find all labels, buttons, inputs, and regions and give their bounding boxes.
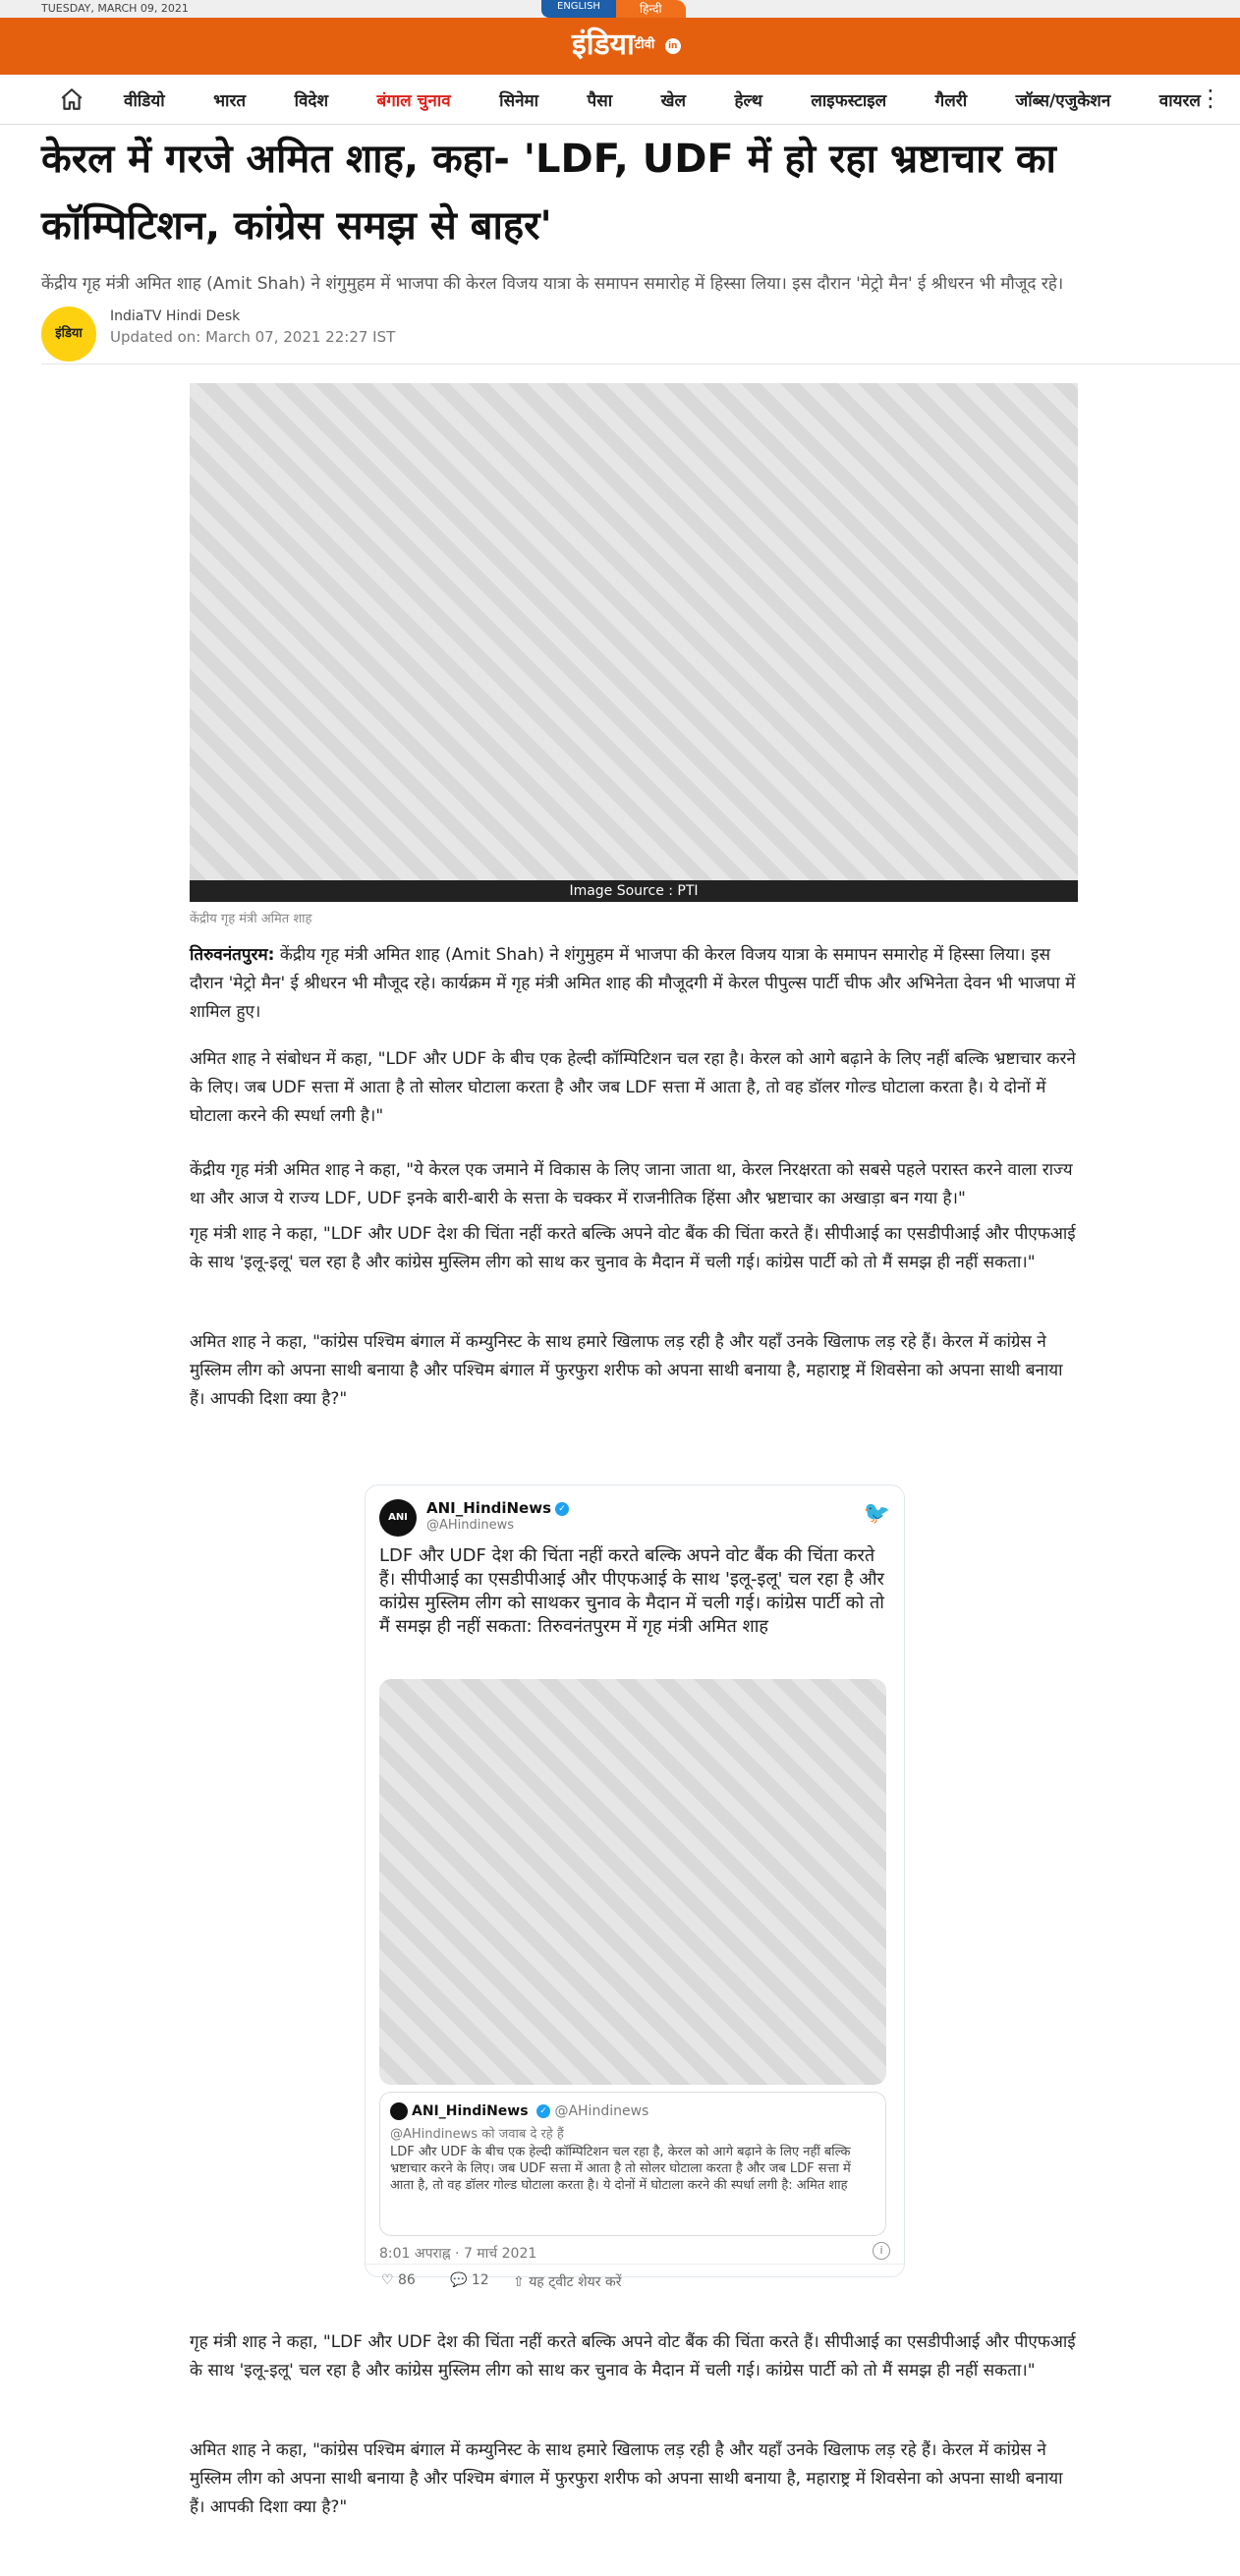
twitter-bird-icon[interactable]: 🐦: [863, 1501, 890, 1526]
quoted-avatar: [390, 2102, 408, 2120]
tweet-timestamp[interactable]: 8:01 अपराह्न · 7 मार्च 2021: [379, 2246, 537, 2262]
like-count: 86: [398, 2272, 416, 2288]
article-title: केरल में गरजे अमित शाह, कहा- 'LDF, UDF में हो रहा भ्रष्टाचार का कॉम्पिटिशन, कांग्रेस समझ से बाहर': [41, 137, 1056, 249]
image-caption: केंद्रीय गृह मंत्री अमित शाह: [190, 912, 312, 926]
nav-item-3[interactable]: बंगाल चुनाव: [376, 90, 451, 111]
tweet-text: LDF और UDF देश की चिंता नहीं करते बल्कि अपने वोट बैंक की चिंता करते हैं। सीपीआई का एसडीपीआई और पीएफआई के साथ 'इलू-इलू' चल रहा है और कांग्रेस मुस्लिम लीग को साथकर चुनाव के मैदान में चली गई। कांग्रेस पार्टी को तो मैं समझ ही नहीं सकता: तिरुवनंतपुरम में गृह मंत्री अमित शाह: [379, 1545, 884, 1637]
nav-item-9[interactable]: गैलरी: [934, 90, 968, 111]
author-avatar: इंडिया: [41, 307, 96, 362]
logo-badge: in: [665, 38, 681, 54]
quoted-tweet[interactable]: [379, 2092, 886, 2236]
info-icon[interactable]: i: [873, 2242, 890, 2260]
logo-main-text: इंडिया: [572, 28, 635, 62]
quoted-verified-icon: ✓: [536, 2104, 550, 2118]
reply-count: 12: [471, 2272, 489, 2288]
language-switch: [541, 0, 686, 18]
quoted-handle: @AHindinews: [554, 2103, 649, 2119]
nav-item-1[interactable]: भारत: [213, 90, 247, 111]
brand-bar: [0, 18, 1240, 75]
paragraph-1-text: केंद्रीय गृह मंत्री अमित शाह (Amit Shah) ने शंगुमुहम में भाजपा की केरल विजय यात्रा के समापन समारोह में हिस्सा लिया। इस दौरान 'मेट्रो मैन' ई श्रीधरन भी मौजूद रहे। कार्यक्रम में गृह मंत्री अमित शाह की मौजूदगी में केरल पीपुल्स पार्टी चीफ और अभिनेता देवन भी भाजपा में शामिल हुए।: [190, 945, 1076, 1022]
paragraph-2: अमित शाह ने संबोधन में कहा, "LDF और UDF के बीच एक हेल्दी कॉम्पिटिशन चल रहा है। केरल को आगे बढ़ाने के लिए नहीं बल्कि भ्रष्टाचार करने के लिए। जब UDF सत्ता में आता है तो सोलर घोटाला करता है और जब LDF सत्ता में आता है, तो वह डॉलर गोल्ड घोटाला करता है। ये दोनों में घोटाला करने की स्पर्धा लगी है।": [190, 1049, 1076, 1126]
paragraph-6: गृह मंत्री शाह ने कहा, "LDF और UDF देश की चिंता नहीं करते बल्कि अपने वोट बैंक की चिंता करते हैं। सीपीआई का एसडीपीआई और पीएफआई के साथ 'इलू-इलू' चल रहा है और कांग्रेस मुस्लिम लीग को साथ कर चुनाव के मैदान में चली गई। कांग्रेस पार्टी को तो मैं समझ ही नहीं सकता।": [190, 2332, 1076, 2380]
quoted-author-name: ANI_HindiNews: [412, 2103, 529, 2119]
main-article-image: [190, 383, 1078, 902]
nav-item-8[interactable]: लाइफस्टाइल: [811, 90, 887, 111]
tweet-image[interactable]: [379, 1679, 886, 2085]
nav-items: [124, 75, 1201, 124]
paragraph-5: अमित शाह ने कहा, "कांग्रेस पश्चिम बंगाल में कम्युनिस्ट के साथ हमारे खिलाफ लड़ रही है और यहाँ उनके खिलाफ लड़ रहे हैं। केरल में कांग्रेस ने मुस्लिम लीग को अपना साथी बनाया है और पश्चिम बंगाल में फुरफुरा शरीफ को अपना साथी बनाया है, महाराष्ट्र में शिवसेना को अपना साथी बनाया हैं। आपकी दिशा क्या है?": [190, 1332, 1063, 1409]
current-date: TUESDAY, MARCH 09, 2021: [41, 2, 189, 15]
quoted-tweet-header: [390, 2102, 648, 2120]
nav-item-4[interactable]: सिनेमा: [499, 90, 539, 111]
article-summary: केंद्रीय गृह मंत्री अमित शाह (Amit Shah) ने शंगुमुहम में भाजपा की केरल विजय यात्रा के समापन समारोह में हिस्सा लिया। इस दौरान 'मेट्रो मैन' ई श्रीधरन भी मौजूद रहे।: [41, 274, 1064, 294]
paragraph-4: गृह मंत्री शाह ने कहा, "LDF और UDF देश की चिंता नहीं करते बल्कि अपने वोट बैंक की चिंता करते हैं। सीपीआई का एसडीपीआई और पीएफआई के साथ 'इलू-इलू' चल रहा है और कांग्रेस मुस्लिम लीग को साथ कर चुनाव के मैदान में चली गई। कांग्रेस पार्टी को तो मैं समझ ही नहीं सकता।": [190, 1224, 1076, 1272]
reply-icon: 💬: [450, 2272, 468, 2288]
more-menu-icon[interactable]: ⋮: [1199, 84, 1222, 112]
updated-time: Updated on: March 07, 2021 22:27 IST: [110, 328, 396, 346]
lang-hindi-link[interactable]: हिन्दी: [616, 0, 686, 18]
embedded-tweet[interactable]: [365, 1484, 905, 2290]
article-header: [41, 126, 1201, 365]
tweet-author-name[interactable]: [426, 1499, 569, 1517]
tweet-avatar[interactable]: ANI: [379, 1499, 417, 1537]
main-nav: [0, 75, 1240, 125]
author-name[interactable]: IndiaTV Hindi Desk: [110, 308, 241, 324]
home-icon[interactable]: [59, 86, 85, 112]
reply-button[interactable]: [450, 2272, 489, 2288]
nav-item-7[interactable]: हेल्थ: [734, 90, 762, 111]
site-logo[interactable]: [572, 23, 681, 68]
paragraph-1: [190, 941, 1078, 1027]
tweet-author-name-text: ANI_HindiNews: [426, 1499, 552, 1517]
share-icon: ⇧: [513, 2274, 525, 2290]
lang-english-link[interactable]: ENGLISH: [541, 0, 616, 18]
nav-item-10[interactable]: जॉब्स/एजुकेशन: [1015, 90, 1111, 111]
dateline: तिरुवनंतपुरम:: [190, 945, 275, 965]
verified-icon: ✓: [555, 1502, 569, 1516]
heart-icon: ♡: [381, 2272, 394, 2288]
nav-item-11[interactable]: वायरल: [1158, 90, 1201, 111]
tweet-handle[interactable]: @AHindinews: [426, 1518, 515, 1533]
nav-item-2[interactable]: विदेश: [294, 90, 329, 111]
image-source: Image Source : PTI: [190, 880, 1078, 902]
share-button[interactable]: [513, 2272, 621, 2291]
tweet-actions: [366, 2264, 904, 2290]
nav-item-0[interactable]: वीडियो: [124, 90, 165, 111]
share-label: यह ट्वीट शेयर करें: [529, 2274, 622, 2290]
nav-item-6[interactable]: खेल: [660, 90, 687, 111]
paragraph-3: केंद्रीय गृह मंत्री अमित शाह ने कहा, "ये केरल एक जमाने में विकास के लिए जाना जाता था, केरल निरक्षरता को सबसे पहले परास्त करने वाला राज्य था और आज ये राज्य LDF, UDF इनके बारी-बारी के सत्ता के चक्कर में राजनीतिक हिंसा और भ्रष्टाचार का अखाड़ा बन गया है।": [190, 1160, 1073, 1208]
quoted-tweet-text: LDF और UDF के बीच एक हेल्दी कॉम्पिटिशन चल रहा है, केरल को आगे बढ़ाने के लिए नहीं बल्कि भ्रष्टाचार करने के लिए। जब UDF सत्ता में आता है तो सोलर घोटाला करता है और जब LDF सत्ता में आता है, तो वह डॉलर गोल्ड घोटाला करता है। ये दोनों में घोटाला करने की स्पर्धा लगी है: अमित शाह: [390, 2145, 851, 2193]
logo-sub-text: टीवी: [634, 37, 655, 52]
paragraph-7: अमित शाह ने कहा, "कांग्रेस पश्चिम बंगाल में कम्युनिस्ट के साथ हमारे खिलाफ लड़ रही है और यहाँ उनके खिलाफ लड़ रहे हैं। केरल में कांग्रेस ने मुस्लिम लीग को अपना साथी बनाया है और पश्चिम बंगाल में फुरफुरा शरीफ को अपना साथी बनाया है, महाराष्ट्र में शिवसेना को अपना साथी बनाया हैं। आपकी दिशा क्या है?": [190, 2440, 1063, 2517]
nav-item-5[interactable]: पैसा: [587, 90, 613, 111]
top-bar: [0, 0, 1240, 18]
quoted-reply-label: @AHindinews को जवाब दे रहे हैं: [390, 2127, 564, 2142]
tweet-header: [379, 1497, 890, 1537]
author-block: [41, 307, 1201, 365]
like-button[interactable]: [381, 2272, 416, 2288]
